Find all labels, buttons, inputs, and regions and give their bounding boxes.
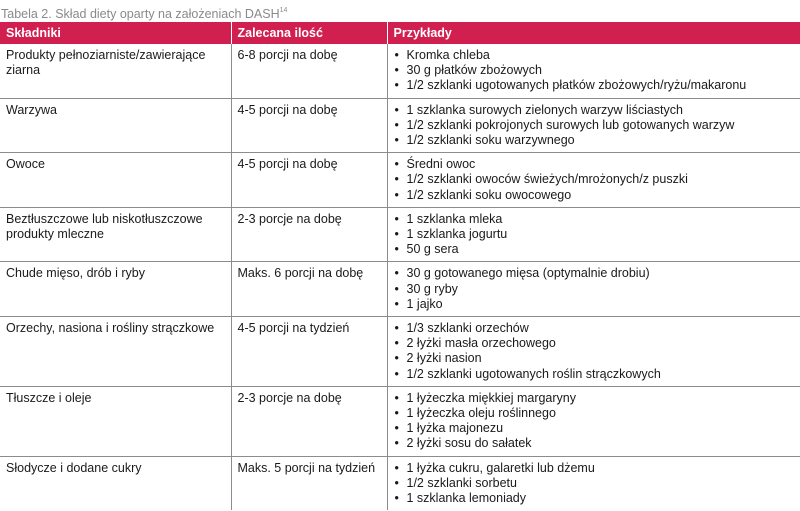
- ingredient-cell: Warzywa: [0, 98, 231, 153]
- list-item: • 2 łyżki masła orzechowego: [394, 336, 795, 351]
- list-item: • 1/2 szklanki pokrojonych surowych lub gotowanych warzyw: [394, 118, 795, 133]
- ingredient-cell: Słodycze i dodane cukry: [0, 456, 231, 510]
- ingredient-cell: Tłuszcze i oleje: [0, 386, 231, 456]
- list-item: • 30 g gotowanego mięsa (optymalnie drobiu): [394, 266, 795, 281]
- header-amount: Zalecana ilość: [231, 22, 387, 44]
- examples-list: [394, 321, 795, 382]
- table-header: [0, 22, 800, 44]
- caption-text: Tabela 2. Skład diety oparty na założeniach DASH: [1, 7, 280, 21]
- amount-cell: 2-3 porcje na dobę: [231, 386, 387, 456]
- list-item: • Kromka chleba: [394, 48, 795, 63]
- list-item: • 1 łyżka majonezu: [394, 421, 795, 436]
- ingredient-cell: Beztłuszczowe lub niskotłuszczowe produkty mleczne: [0, 207, 231, 262]
- list-item: • 1 szklanka surowych zielonych warzyw liściastych: [394, 103, 795, 118]
- amount-cell: 4-5 porcji na dobę: [231, 98, 387, 153]
- table-row: [0, 98, 800, 153]
- table-row: [0, 386, 800, 456]
- amount-cell: 4-5 porcji na dobę: [231, 153, 387, 208]
- table-row: [0, 207, 800, 262]
- list-item: • 1 jajko: [394, 297, 795, 312]
- list-item: • 1/3 szklanki orzechów: [394, 321, 795, 336]
- list-item: • 50 g sera: [394, 242, 795, 257]
- examples-list: [394, 391, 795, 452]
- examples-cell: [387, 386, 800, 456]
- list-item: • 2 łyżki nasion: [394, 351, 795, 366]
- list-item: • 1 szklanka jogurtu: [394, 227, 795, 242]
- list-item: • 1/2 szklanki soku owocowego: [394, 188, 795, 203]
- examples-cell: [387, 317, 800, 387]
- examples-list: [394, 266, 795, 312]
- list-item: • 1 szklanka lemoniady: [394, 491, 795, 506]
- table-row: [0, 153, 800, 208]
- list-item: • 1 szklanka mleka: [394, 212, 795, 227]
- list-item: • 30 g płatków zbożowych: [394, 63, 795, 78]
- ingredient-cell: Produkty pełnoziarniste/zawierające ziarna: [0, 44, 231, 98]
- examples-list: [394, 212, 795, 258]
- examples-cell: [387, 456, 800, 510]
- list-item: • 1/2 szklanki ugotowanych płatków zbożowych/ryżu/makaronu: [394, 78, 795, 93]
- list-item: • 30 g ryby: [394, 282, 795, 297]
- list-item: • 1/2 szklanki soku warzywnego: [394, 133, 795, 148]
- amount-cell: Maks. 5 porcji na tydzień: [231, 456, 387, 510]
- amount-cell: 4-5 porcji na tydzień: [231, 317, 387, 387]
- examples-list: [394, 48, 795, 94]
- header-ingredient: Składniki: [0, 22, 231, 44]
- list-item: • 1 łyżka cukru, galaretki lub dżemu: [394, 461, 795, 476]
- examples-list: [394, 461, 795, 507]
- list-item: • 1/2 szklanki owoców świeżych/mrożonych/z puszki: [394, 172, 795, 187]
- header-row: [0, 22, 800, 44]
- amount-cell: 6-8 porcji na dobę: [231, 44, 387, 98]
- amount-cell: 2-3 porcje na dobę: [231, 207, 387, 262]
- examples-list: [394, 103, 795, 149]
- examples-cell: [387, 153, 800, 208]
- table-row: [0, 262, 800, 317]
- examples-cell: [387, 262, 800, 317]
- table-caption: [0, 0, 800, 22]
- ingredient-cell: Orzechy, nasiona i rośliny strączkowe: [0, 317, 231, 387]
- table-row: [0, 317, 800, 387]
- dash-diet-table: [0, 22, 800, 510]
- examples-cell: [387, 98, 800, 153]
- table-body: [0, 44, 800, 510]
- examples-list: [394, 157, 795, 203]
- table-row: [0, 44, 800, 98]
- list-item: • 1/2 szklanki ugotowanych roślin strączkowych: [394, 367, 795, 382]
- list-item: • 1/2 szklanki sorbetu: [394, 476, 795, 491]
- table-row: [0, 456, 800, 510]
- list-item: • 2 łyżki sosu do sałatek: [394, 436, 795, 451]
- examples-cell: [387, 44, 800, 98]
- ingredient-cell: Chude mięso, drób i ryby: [0, 262, 231, 317]
- examples-cell: [387, 207, 800, 262]
- ingredient-cell: Owoce: [0, 153, 231, 208]
- list-item: • Średni owoc: [394, 157, 795, 172]
- list-item: • 1 łyżeczka oleju roślinnego: [394, 406, 795, 421]
- list-item: • 1 łyżeczka miękkiej margaryny: [394, 391, 795, 406]
- amount-cell: Maks. 6 porcji na dobę: [231, 262, 387, 317]
- header-examples: Przykłady: [387, 22, 800, 44]
- caption-footnote-ref: 14: [279, 7, 288, 14]
